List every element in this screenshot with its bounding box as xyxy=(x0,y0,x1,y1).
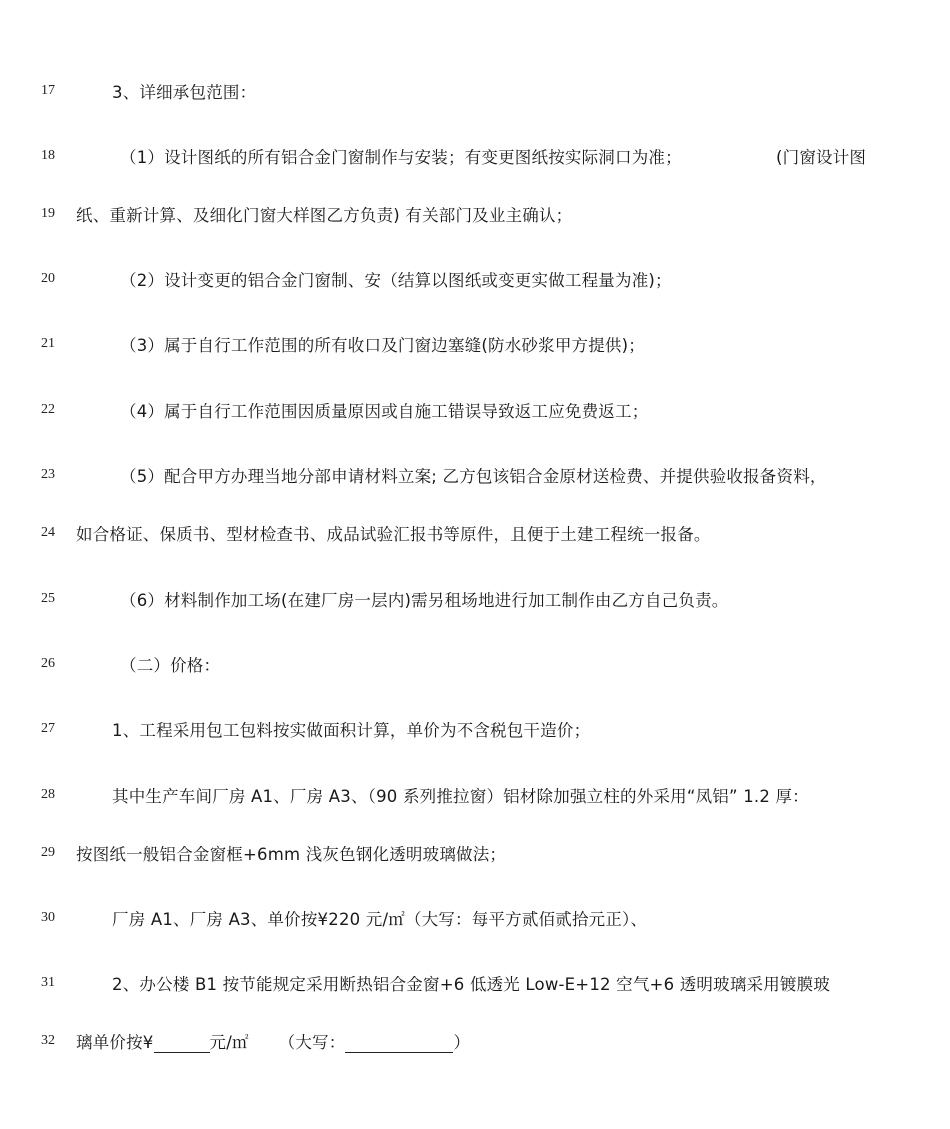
line-text: 1、工程采用包工包料按实做面积计算，单价为不含税包干造价； xyxy=(112,721,591,740)
document-line xyxy=(0,838,950,868)
document-line xyxy=(0,395,950,425)
uppercase-amount-blank xyxy=(345,1034,453,1053)
line-text: （6）材料制作加工场(在建厂房一层内)需另租场地进行加工制作由乙方自己负责。 xyxy=(120,591,729,610)
line-number: 19 xyxy=(41,206,55,221)
unit-price-label: 璃单价按¥ xyxy=(76,1033,154,1052)
line-number: 32 xyxy=(41,1033,55,1048)
line-text: （二）价格： xyxy=(120,656,221,675)
line-number: 30 xyxy=(41,910,55,925)
document-line xyxy=(0,76,950,106)
unit-label: 元/㎡ xyxy=(209,1033,249,1052)
document-line xyxy=(0,968,950,998)
line-text: 按图纸一般铝合金窗框+6mm 浅灰色钢化透明玻璃做法； xyxy=(76,845,507,864)
document-line xyxy=(0,264,950,294)
document-line xyxy=(0,518,950,548)
line-number: 27 xyxy=(41,721,55,736)
uppercase-amount-label: （大写： xyxy=(278,1033,346,1052)
document-line xyxy=(0,199,950,229)
line-number: 18 xyxy=(41,148,55,163)
line-number: 25 xyxy=(41,591,55,606)
unit-price-blank xyxy=(154,1034,210,1053)
document-line xyxy=(0,584,950,614)
document-line xyxy=(0,714,950,744)
line-text: （3）属于自行工作范围的所有收口及门窗边塞缝(防水砂浆甲方提供)； xyxy=(120,336,645,355)
document-line xyxy=(0,141,950,171)
line-text-continued: (门窗设计图 xyxy=(776,148,867,167)
line-text: （1）设计图纸的所有铝合金门窗制作与安装；有变更图纸按实际洞口为准； xyxy=(120,148,682,167)
line-number: 28 xyxy=(41,787,55,802)
document-line xyxy=(0,460,950,490)
line-text: 2、办公楼 B1 按节能规定采用断热铝合金窗+6 低透光 Low-E+12 空气+6 透明玻璃采用镀膜玻 xyxy=(112,975,831,994)
line-number: 29 xyxy=(41,845,55,860)
document-line xyxy=(0,649,950,679)
line-text: 纸、重新计算、及细化门窗大样图乙方负责) 有关部门及业主确认； xyxy=(76,206,573,225)
line-number: 31 xyxy=(41,975,55,990)
line-text: （2）设计变更的铝合金门窗制、安（结算以图纸或变更实做工程量为准)； xyxy=(120,271,672,290)
line-text xyxy=(76,1029,470,1053)
line-number: 22 xyxy=(41,402,55,417)
document-line xyxy=(0,329,950,359)
line-number: 17 xyxy=(41,83,55,98)
document-line xyxy=(0,1026,950,1056)
line-number: 24 xyxy=(41,525,55,540)
line-text: 其中生产车间厂房 A1、厂房 A3、（90 系列推拉窗）铝材除加强立柱的外采用“凤铝” 1.2 厚： xyxy=(112,787,809,806)
line-text: 3、详细承包范围： xyxy=(112,83,257,102)
line-number: 20 xyxy=(41,271,55,286)
line-text: （4）属于自行工作范围因质量原因或自施工错误导致返工应免费返工； xyxy=(120,402,649,421)
line-text: 厂房 A1、厂房 A3、单价按¥220 元/㎡（大写：每平方贰佰贰拾元正）、 xyxy=(112,910,648,929)
line-number: 21 xyxy=(41,336,55,351)
line-number: 26 xyxy=(41,656,55,671)
document-line xyxy=(0,780,950,810)
closing-paren: ） xyxy=(453,1033,471,1052)
line-text: 如合格证、保质书、型材检查书、成品试验汇报书等原件，且便于土建工程统一报备。 xyxy=(76,525,711,544)
line-number: 23 xyxy=(41,467,55,482)
line-text: （5）配合甲方办理当地分部申请材料立案; 乙方包该铝合金原材送检费、并提供验收报备资料， xyxy=(120,467,827,486)
document-line xyxy=(0,903,950,933)
